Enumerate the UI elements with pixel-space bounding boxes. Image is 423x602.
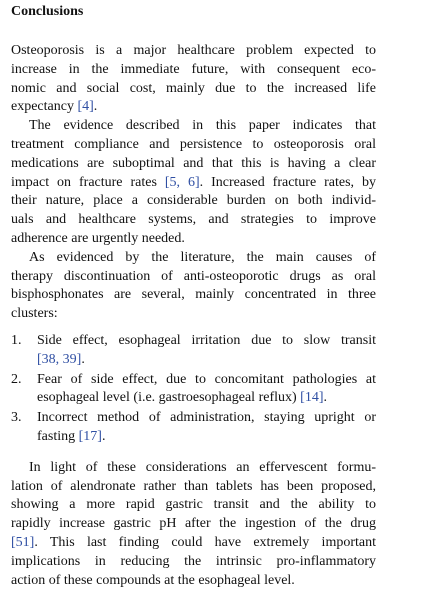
text-line: uals and healthcare systems, and strategies to improve bbox=[11, 212, 376, 228]
section-title: Conclusions bbox=[11, 4, 84, 19]
text-line: treatment compliance and persistence to osteoporosis oral bbox=[11, 136, 376, 152]
citation-link[interactable]: [51] bbox=[11, 534, 35, 550]
text-fragment: . This last finding could have extremely important bbox=[34, 534, 376, 550]
text-line: Fear of side effect, due to concomitant pathologies at bbox=[37, 371, 376, 387]
text-fragment: expectancy bbox=[11, 99, 78, 115]
text-line: Incorrect method of administration, staying upright or bbox=[37, 410, 376, 426]
list-number: 3. bbox=[11, 410, 22, 426]
text-fragment: . bbox=[323, 390, 327, 406]
text-line: increase in the immediate future, with consequent eco- bbox=[11, 61, 376, 77]
text-line: their nature, place a considerable burden on both individ- bbox=[11, 193, 376, 209]
text-fragment: fasting bbox=[37, 428, 79, 444]
article-page bbox=[11, 3, 376, 590]
text-fragment: . Increased fracture rates, by bbox=[199, 174, 376, 190]
text-line: In light of these considerations an effervescent formu- bbox=[29, 459, 376, 475]
text-fragment: impact on fracture rates bbox=[11, 174, 165, 190]
citation-link[interactable]: [38, 39] bbox=[37, 351, 82, 367]
citation-link[interactable]: [4] bbox=[77, 99, 94, 115]
text-line bbox=[37, 389, 376, 408]
paragraph-2 bbox=[11, 117, 376, 249]
text-line: As evidenced by the literature, the main causes of bbox=[29, 249, 376, 265]
text-line bbox=[11, 174, 376, 193]
text-line bbox=[37, 428, 376, 447]
text-line: The evidence described in this paper indicates that bbox=[29, 118, 376, 134]
text-fragment: esophageal level (i.e. gastroesophageal reflux) bbox=[37, 390, 301, 406]
text-line: rapidly increase gastric pH after the ingestion of the drug bbox=[11, 516, 376, 532]
text-line bbox=[11, 98, 376, 117]
text-line bbox=[37, 351, 376, 370]
list-number: 2. bbox=[11, 371, 22, 387]
text-fragment: . bbox=[93, 99, 98, 115]
text-line: medications are suboptimal and that this is having a clear bbox=[11, 155, 376, 171]
text-line: bisphosphonates are several, mainly concentrated in three bbox=[11, 287, 376, 303]
paragraph-1 bbox=[11, 42, 376, 117]
text-line: action of these compounds at the esophageal level. bbox=[11, 572, 295, 588]
text-line: nomic and social cost, mainly due to the increased life bbox=[11, 80, 376, 96]
citation-link[interactable]: [5, 6] bbox=[164, 174, 200, 190]
list-item bbox=[11, 409, 376, 447]
list-item bbox=[11, 332, 376, 370]
text-line: Osteoporosis is a major healthcare problem expected to bbox=[11, 43, 376, 58]
text-line: lation of alendronate rather than tablets has been proposed, bbox=[11, 478, 376, 494]
citation-link[interactable]: [17] bbox=[78, 428, 102, 444]
text-line: adherence are urgently needed. bbox=[11, 230, 185, 246]
text-line: Side effect, esophageal irritation due to slow transit bbox=[37, 332, 376, 348]
paragraph-3 bbox=[11, 249, 376, 324]
text-line: showing a more rapid gastric transit and the ability to bbox=[11, 497, 376, 513]
list-item bbox=[11, 371, 376, 409]
text-line: clusters: bbox=[11, 306, 58, 322]
text-line: implications in reducing the intrinsic pro-inflammatory bbox=[11, 553, 376, 569]
paragraph-4 bbox=[11, 459, 376, 591]
text-line: therapy discontinuation of anti-osteoporotic drugs as oral bbox=[11, 268, 376, 284]
text-fragment: . bbox=[81, 351, 85, 367]
causes-list bbox=[11, 332, 376, 447]
list-number: 1. bbox=[11, 332, 22, 348]
text-fragment: . bbox=[101, 428, 106, 444]
citation-link[interactable]: [14] bbox=[300, 390, 324, 406]
text-line bbox=[11, 534, 376, 553]
